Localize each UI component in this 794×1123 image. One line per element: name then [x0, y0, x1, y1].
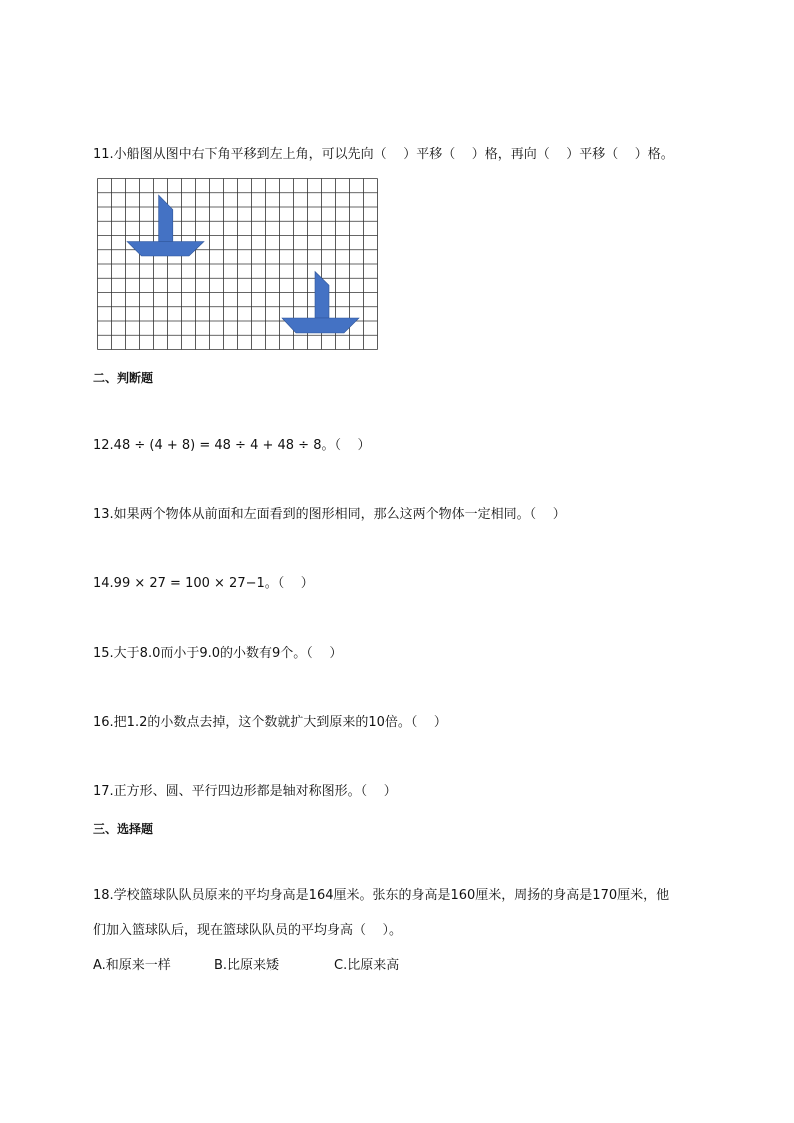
question-11-text: 11.小船图从图中右下角平移到左上角，可以先向（ ）平移（ ）格，再向（ ）平移（ ）格。 — [93, 147, 674, 162]
option-b[interactable]: B.比原来矮 — [214, 958, 280, 973]
question-15-text: 15.大于8.0而小于9.0的小数有9个。（ ） — [93, 646, 343, 661]
question-16-text: 16.把1.2的小数点去掉，这个数就扩大到原来的10倍。（ ） — [93, 715, 447, 730]
question-13-text: 13.如果两个物体从前面和左面看到的图形相同，那么这两个物体一定相同。（ ） — [93, 507, 566, 522]
question-18-line-2: 们加入篮球队后，现在篮球队队员的平均身高（ ）。 — [93, 923, 403, 938]
option-a[interactable]: A.和原来一样 — [93, 958, 171, 973]
boat-hull-top-left — [127, 242, 204, 257]
section-heading-choice: 三、选择题 — [93, 822, 154, 836]
question-14-text: 14.99 × 27 = 100 × 27−1。（ ） — [93, 576, 314, 591]
translation-grid-figure — [96, 177, 379, 352]
boat-hull-bottom-right — [282, 318, 359, 333]
section-heading-judgement: 二、判断题 — [93, 371, 154, 385]
question-17-text: 17.正方形、圆、平行四边形都是轴对称图形。（ ） — [93, 784, 397, 799]
option-c[interactable]: C.比原来高 — [334, 958, 400, 973]
question-18-line-1: 18.学校篮球队队员原来的平均身高是164厘米。张东的身高是160厘米，周扬的身高是170厘米，他 — [93, 888, 670, 903]
question-12-text: 12.48 ÷ (4 + 8) = 48 ÷ 4 + 48 ÷ 8。（ ） — [93, 438, 371, 453]
boat-sail-top-left — [159, 195, 173, 241]
